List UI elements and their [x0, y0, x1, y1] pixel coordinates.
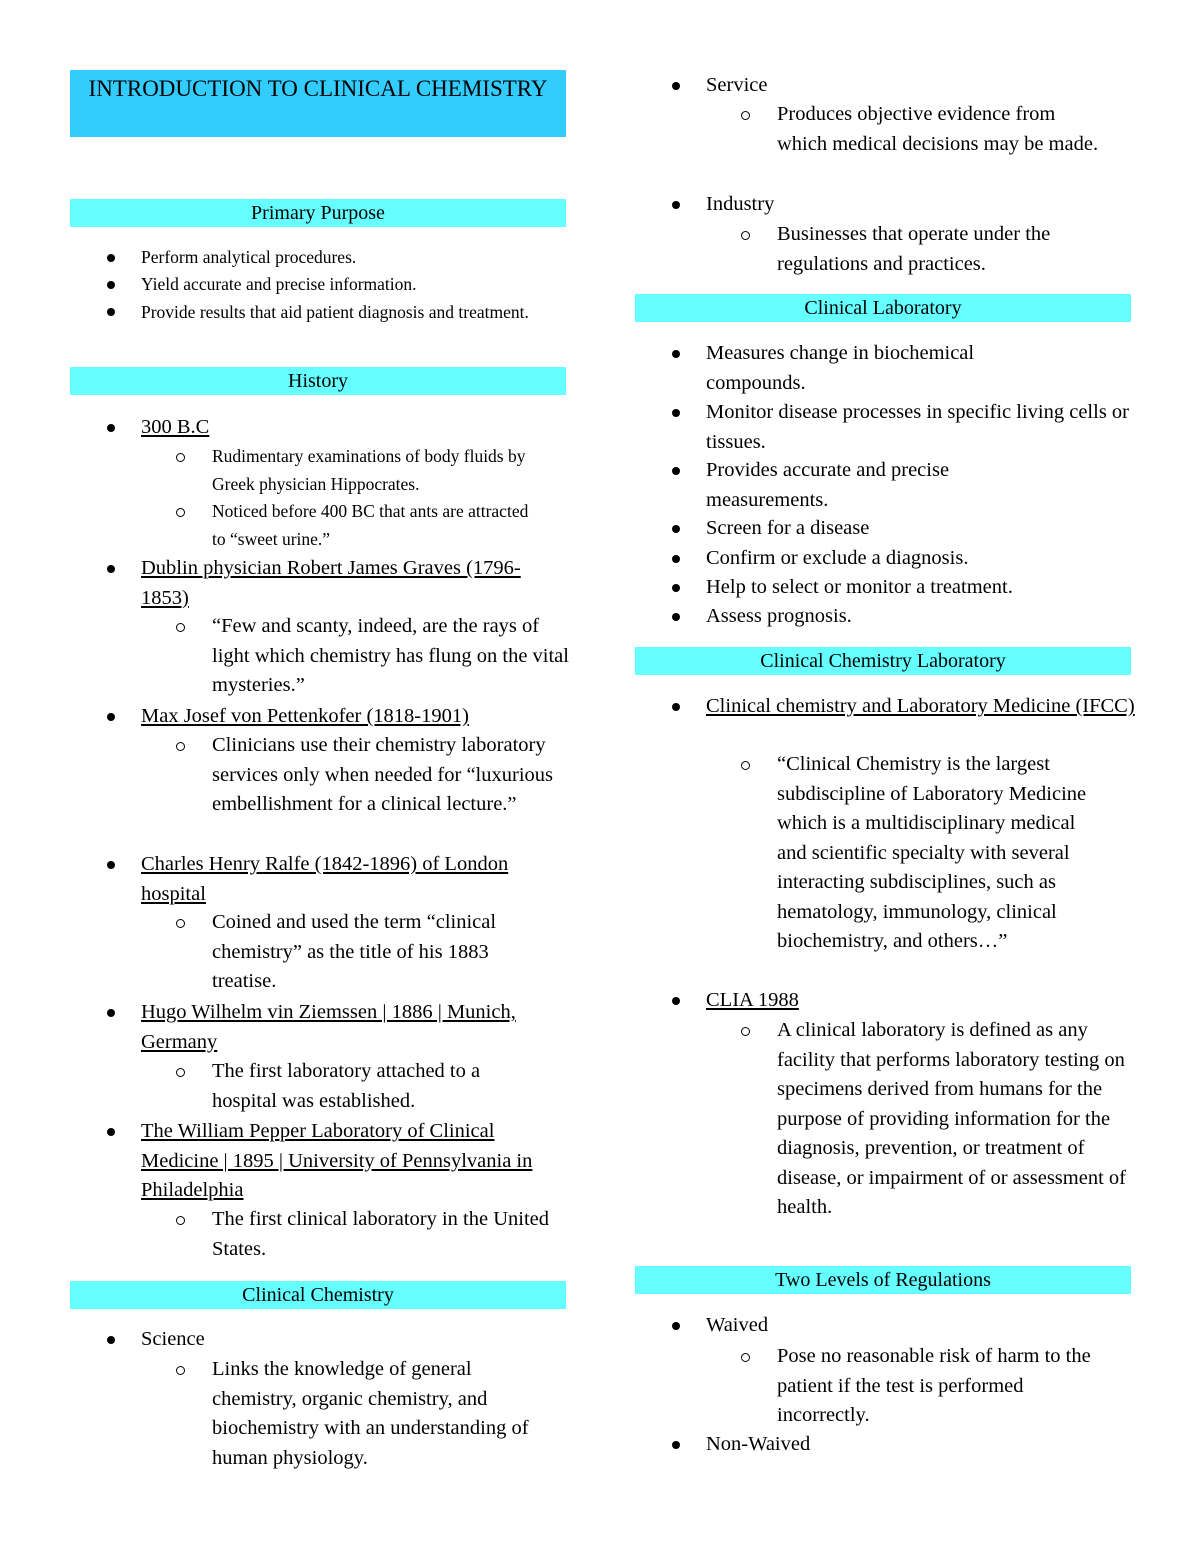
history-note: Coined and used the term “clinical chemistry” as the title of his 1883 treatise. — [212, 911, 497, 992]
bullet — [107, 281, 115, 289]
bullet — [107, 1128, 115, 1136]
bullet — [107, 308, 115, 316]
bullet — [672, 525, 680, 533]
history-note: “Few and scanty, indeed, are the rays of light which chemistry has flung on the vital mysteries.” — [212, 615, 569, 696]
bullet — [107, 861, 115, 869]
list-item-label: CLIA 1988 — [706, 989, 799, 1011]
history-entry-label: Max Josef von Pettenkofer (1818-1901) — [141, 705, 469, 727]
sub-bullet — [176, 1068, 185, 1077]
history-entry-label: Charles Henry Ralfe (1842-1896) of London hospital — [141, 853, 509, 905]
history-note: Noticed before 400 BC that ants are attracted to “sweet urine.” — [212, 501, 529, 549]
bullet — [672, 350, 680, 358]
history-note: The first laboratory attached to a hospital was established. — [212, 1060, 481, 1112]
sub-bullet — [176, 919, 185, 928]
sub-bullet — [176, 742, 185, 751]
bullet — [672, 201, 680, 209]
sub-bullet — [176, 1366, 185, 1375]
section-heading-clinical-chemistry-laboratory: Clinical Chemistry Laboratory — [635, 647, 1131, 675]
section-heading-clinical-laboratory: Clinical Laboratory — [635, 294, 1131, 322]
section-heading-two-levels-of-regulations: Two Levels of Regulations — [635, 1266, 1131, 1294]
list-item: Monitor disease processes in specific living cells or tissues. — [706, 401, 1129, 453]
list-item: Yield accurate and precise information. — [141, 274, 417, 294]
history-entry-label: Hugo Wilhelm vin Ziemssen | 1886 | Munich, Germany — [141, 1001, 516, 1053]
list-item-label: Service — [706, 74, 768, 96]
section-heading-history: History — [70, 367, 566, 395]
sub-bullet — [741, 761, 750, 770]
list-item-label: Waived — [706, 1314, 769, 1336]
sub-bullet — [176, 508, 185, 517]
sub-bullet — [741, 231, 750, 240]
sub-bullet — [176, 1216, 185, 1225]
history-entry-label: The William Pepper Laboratory of Clinical Medicine | 1895 | University of Pennsylvania in Philadelphia — [141, 1120, 533, 1201]
section-heading-primary-purpose: Primary Purpose — [70, 199, 566, 227]
sub-bullet — [741, 111, 750, 120]
section-heading-clinical-chemistry: Clinical Chemistry — [70, 1281, 566, 1309]
bullet — [672, 467, 680, 475]
history-note: The first clinical laboratory in the United States. — [212, 1208, 549, 1260]
bullet — [107, 1009, 115, 1017]
history-note: Clinicians use their chemistry laboratory services only when needed for “luxurious embellishment for a clinical lecture.” — [212, 734, 553, 815]
bullet — [107, 254, 115, 262]
sub-bullet — [176, 623, 185, 632]
sub-bullet — [176, 453, 185, 462]
list-item: Assess prognosis. — [706, 605, 852, 627]
list-item: Screen for a disease — [706, 517, 870, 539]
clinical-chemistry-entry-label: Science — [141, 1328, 205, 1350]
list-item: Help to select or monitor a treatment. — [706, 576, 1013, 598]
list-item-label: Industry — [706, 193, 775, 215]
list-item: Measures change in biochemical compounds. — [706, 342, 975, 394]
list-item-label: Non-Waived — [706, 1433, 811, 1455]
bullet — [672, 997, 680, 1005]
bullet — [107, 1336, 115, 1344]
list-item: Confirm or exclude a diagnosis. — [706, 547, 969, 569]
sub-bullet — [741, 1027, 750, 1036]
list-item-note: “Clinical Chemistry is the largest subdiscipline of Laboratory Medicine which is a multidisciplinary medical and scientific specialty with several interacting subdisciplines, such as hematology, immunology, clinical biochemistry, and others…” — [777, 753, 1087, 952]
bullet — [107, 424, 115, 432]
bullet — [672, 1441, 680, 1449]
list-item-note: Pose no reasonable risk of harm to the patient if the test is performed incorrectly. — [777, 1345, 1091, 1426]
bullet — [107, 565, 115, 573]
list-item: Provides accurate and precise measurements. — [706, 459, 950, 511]
bullet — [672, 1322, 680, 1330]
document-title: INTRODUCTION TO CLINICAL CHEMISTRY — [70, 70, 566, 137]
bullet — [672, 409, 680, 417]
list-item-note: Produces objective evidence from which medical decisions may be made. — [777, 103, 1099, 155]
clinical-chemistry-note: Links the knowledge of general chemistry, organic chemistry, and biochemistry with an understanding of human physiology. — [212, 1358, 529, 1469]
list-item: Perform analytical procedures. — [141, 247, 357, 267]
bullet — [107, 713, 115, 721]
history-entry-label: Dublin physician Robert James Graves (1796-1853) — [141, 557, 521, 609]
sub-bullet — [741, 1353, 750, 1362]
bullet — [672, 703, 680, 711]
list-item-note: Businesses that operate under the regulations and practices. — [777, 223, 1051, 275]
bullet — [672, 584, 680, 592]
list-item-label: Clinical chemistry and Laboratory Medicine (IFCC) — [706, 695, 1135, 717]
list-item-note: A clinical laboratory is defined as any facility that performs laboratory testing on specimens derived from humans for the purpose of providing information for the diagnosis, prevention, or treatment of disease, or impairment of or assessment of health. — [777, 1019, 1126, 1218]
bullet — [672, 82, 680, 90]
list-item: Provide results that aid patient diagnosis and treatment. — [141, 302, 529, 322]
history-entry-label: 300 B.C — [141, 416, 210, 438]
history-note: Rudimentary examinations of body fluids by Greek physician Hippocrates. — [212, 446, 526, 494]
bullet — [672, 555, 680, 563]
bullet — [672, 613, 680, 621]
